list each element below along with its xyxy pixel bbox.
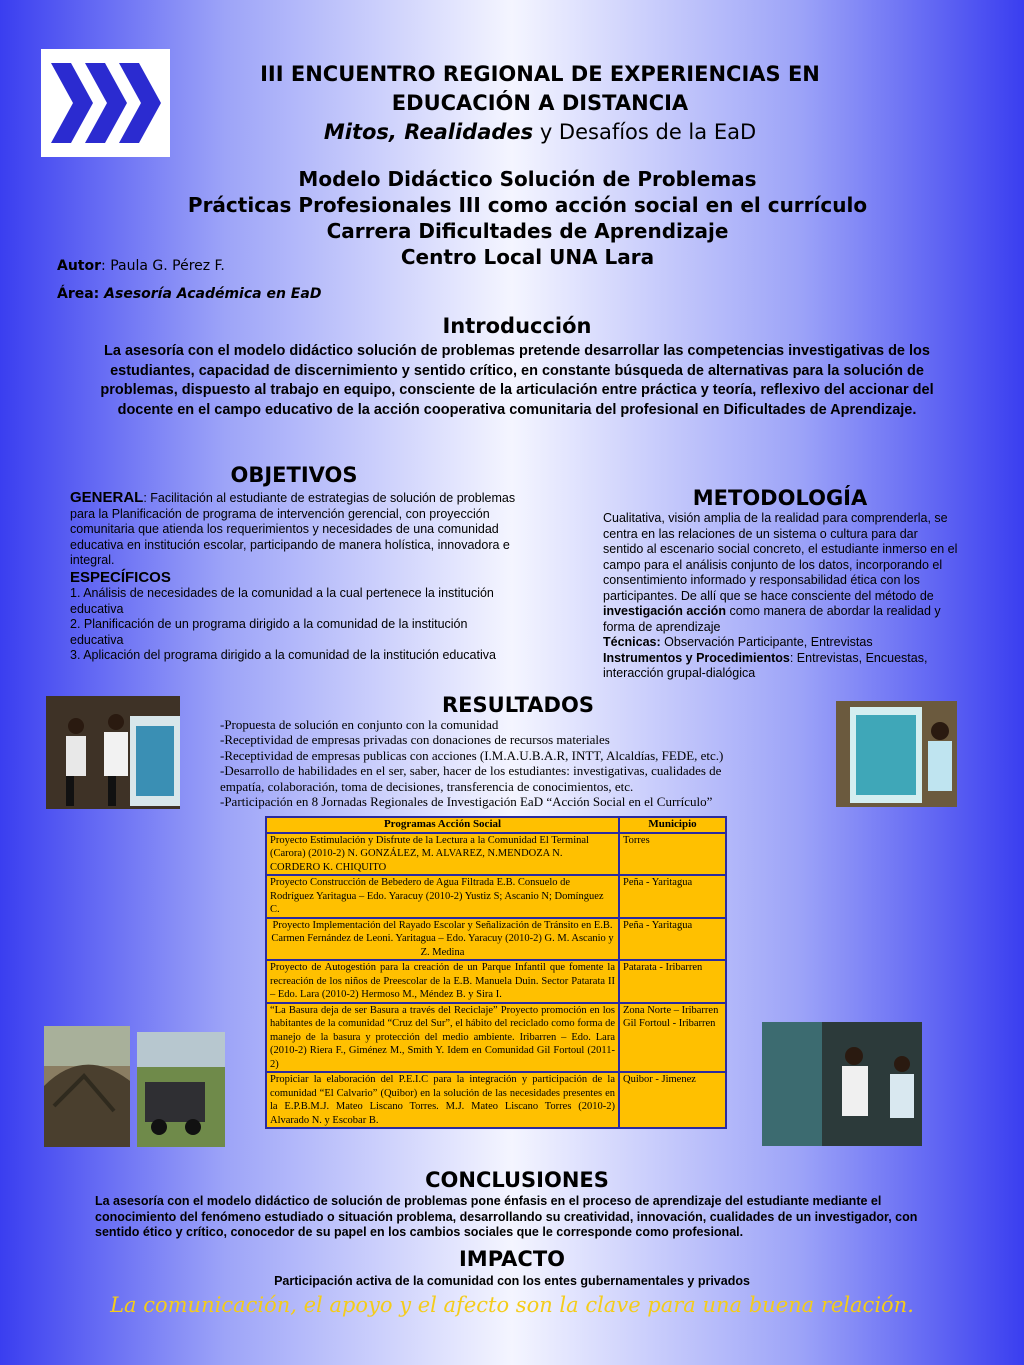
conclusiones-heading: CONCLUSIONES: [425, 1168, 609, 1192]
metodologia-text: Cualitativa, visión amplia de la realidad para comprenderla, se centra en las relaciones de un sistema o cultura para dar sentido al escenario social concreto, el estudiante inmerso en el campo para el análisis conjunto de los datos, incorporando el consentimiento informado y responsabilidad ética con los participantes. De allí que se hace consciente del método de investigación acción como manera de abordar la realidad y forma de aprendizaje: [603, 511, 958, 634]
title-line-1: III ENCUENTRO REGIONAL DE EXPERIENCIAS EN: [260, 62, 820, 86]
municipio-cell: Patarata - Iribarren: [619, 960, 726, 1003]
program-cell: Proyecto Construcción de Bebedero de Agua Filtrada E.B. Consuelo de Rodríguez Yaritagua – Edo. Yaracuy (2010-2) Yustiz S; Ascanio N; Domínguez C.: [266, 875, 619, 918]
conclusiones-text: La asesoría con el modelo didáctico de solución de problemas pone énfasis en el proceso de aprendizaje del estudiante mediante el conocimiento del fenómeno estudiado o situación problema, desarrollando su creatividad, innovación, cualidades de un investigador, con sentido ético y crítico, conocedor de su papel en los cambios sociales que le corresponde como profesional.: [95, 1194, 918, 1239]
author-value: : Paula G. Pérez F.: [101, 258, 225, 274]
resultado-item-5: empatía, colaboración, toma de decisiones, transferencia de conocimientos, etc.: [220, 778, 634, 794]
objetivos-heading: OBJETIVOS: [230, 463, 358, 487]
table-row: [266, 1003, 726, 1073]
footer-slogan: La comunicación, el apoyo y el afecto son la clave para una buena relación.: [110, 1293, 914, 1317]
title-subtitle: [200, 118, 880, 147]
objetivo-general: [70, 490, 520, 569]
metodologia-bold: investigación acción: [603, 604, 726, 618]
area-line: [57, 280, 321, 308]
photo-students-poster: [46, 696, 180, 809]
area-label: Área:: [57, 286, 100, 302]
conference-title: [200, 60, 880, 147]
model-line-3: Carrera Dificultades de Aprendizaje: [326, 219, 729, 243]
photo-presenter-poster: [836, 701, 957, 807]
author-label: Autor: [57, 258, 102, 274]
resultado-item-2: -Receptividad de empresas privadas con donaciones de recursos materiales: [220, 732, 610, 748]
table-header-municipio: Municipio: [619, 817, 726, 833]
objetivo-item-3: 3. Aplicación del programa dirigido a la comunidad de la institución educativa: [70, 648, 496, 662]
subtitle-rest: y Desafíos de la EaD: [533, 120, 757, 144]
program-cell: Proyecto Implementación del Rayado Escolar y Señalización de Tránsito en E.B. Carmen Fernández de Leoni. Yaritagua – Edo. Yaracuy (2010-2) G. M. Ascanio y Z. Medina: [266, 918, 619, 961]
program-cell: “La Basura deja de ser Basura a través del Reciclaje” Proyecto promoción en los habitantes de la comunidad “Cruz del Sur”, el hábito del reciclado como forma de manejo de la basura y protección del medio ambiente. Iribarren – Edo. Lara (2010-2) Riera F., Giménez M., Smith Y. Idem en Comunidad Gil Fortoul (2011-2): [266, 1003, 619, 1073]
objetivos-block: [70, 490, 520, 664]
municipio-cell: Peña - Yaritagua: [619, 918, 726, 961]
metodologia-heading: METODOLOGÍA: [692, 486, 868, 510]
table-row: [266, 875, 726, 918]
programs-table-wrapper: [265, 816, 727, 1129]
program-cell: Propiciar la elaboración del P.E.I.C para la integración y participación de la comunidad “El Calvario” (Quibor) en la solución de las necesidades presentes en la E.P.B.M.J. Mateo Liscano Torres. M.J. Mateo Liscano Torres (2010-2) Alvarado N. y Escobar B.: [266, 1072, 619, 1128]
resultados-list: [220, 717, 780, 809]
model-line-4: Centro Local UNA Lara: [400, 245, 655, 269]
general-label: GENERAL: [70, 489, 144, 506]
table-header-programs: Programas Acción Social: [266, 817, 619, 833]
model-title: Modelo Didáctico Solución de Problemas: [298, 167, 757, 191]
area-value: Asesoría Académica en EaD: [99, 286, 322, 302]
resultado-item-1: -Propuesta de solución en conjunto con la comunidad: [220, 717, 499, 732]
table-row: [266, 833, 726, 876]
municipio-cell: Zona Norte – Iribarren Gil Fortoul - Iribarren: [619, 1003, 726, 1073]
especificos-label: ESPECÍFICOS: [70, 568, 171, 586]
instrumentos-line: Instrumentos y Procedimientos: Entrevistas, Encuestas, interacción grupal-dialógica: [603, 650, 928, 680]
table-row: [266, 1072, 726, 1128]
resultados-heading: RESULTADOS: [442, 693, 594, 717]
author-block: [57, 252, 321, 308]
general-text: : Facilitación al estudiante de estrategias de solución de problemas para la Planificación de programa de intervención gerencial, con proyección comunitaria que atienda los requerimientos y necesidades de una comunidad educativa en institución escolar, participando de manera holística, innovadora e integral.: [70, 491, 516, 567]
municipio-cell: Peña - Yaritagua: [619, 875, 726, 918]
table-row: [266, 918, 726, 961]
programs-table: [265, 816, 727, 1129]
photo-presentation: [762, 1022, 922, 1146]
resultado-item-6: -Participación en 8 Jornadas Regionales de Investigación EaD “Acción Social en el Currículo”: [220, 794, 713, 810]
table-row: [266, 960, 726, 1003]
title-line-2: EDUCACIÓN A DISTANCIA: [391, 91, 689, 115]
impacto-heading: IMPACTO: [458, 1247, 565, 1271]
institution-logo: [41, 49, 170, 157]
photo-recycling-pile: [44, 1026, 130, 1147]
resultado-item-4: -Desarrollo de habilidades en el ser, saber, hacer de los estudiantes: investigativas, cualidades de: [220, 763, 722, 779]
table-header-row: [266, 817, 726, 833]
objetivo-item-1: 1. Análisis de necesidades de la comunidad a la cual pertenece la institución educativa: [70, 586, 494, 616]
intro-heading: Introducción: [442, 314, 592, 338]
program-cell: Proyecto Estimulación y Disfrute de la Lectura a la Comunidad El Terminal (Carora) (2010-2) N. GONZÁLEZ, M. ALVAREZ, N.MENDOZA N. CORDERO K. CHIQUITO: [266, 833, 619, 876]
metodologia-block: [603, 511, 959, 682]
intro-text: La asesoría con el modelo didáctico solución de problemas pretende desarrollar las competencias investigativas de los estudiantes, capacidad de discernimiento y sentido crítico, en constante búsqueda de alternativas para la solución de problemas, dispuesto al trabajo en equipo, consciente de la articulación entre práctica y teoría, reflexivo del accionar del docente en el campo educativo de la acción cooperativa comunitaria del profesional en Dificultades de Aprendizaje.: [100, 343, 934, 418]
objetivo-item-2: 2. Planificación de un programa dirigido a la comunidad de la institución educativa: [70, 617, 468, 647]
author-line: [57, 252, 321, 280]
tecnicas-line: Técnicas: Observación Participante, Entrevistas: [603, 635, 873, 649]
impacto-text: Participación activa de la comunidad con los entes gubernamentales y privados: [274, 1274, 750, 1288]
program-cell: Proyecto de Autogestión para la creación de un Parque Infantil que fomente la recreación de los niños de Preescolar de la E.B. Manuela Duin. Sector Patarata II – Edo. Lara (2010-2) Hermoso M., Méndez B. y Sira I.: [266, 960, 619, 1003]
photo-truck: [137, 1032, 225, 1147]
municipio-cell: Quibor - Jimenez: [619, 1072, 726, 1128]
subtitle-italic: Mitos, Realidades: [323, 120, 534, 144]
municipio-cell: Torres: [619, 833, 726, 876]
resultado-item-3: -Receptividad de empresas publicas con acciones (I.M.A.U.B.A.R, INTT, Alcaldías, FEDE, etc.): [220, 747, 724, 763]
model-line-2: Prácticas Profesionales III como acción social en el currículo: [187, 193, 868, 217]
